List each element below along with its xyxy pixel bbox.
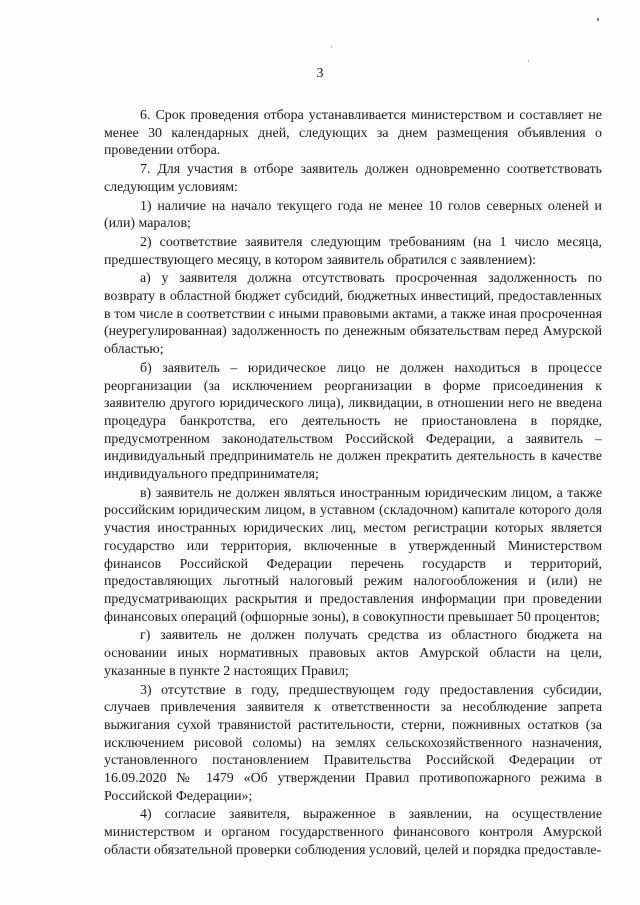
requirement-v: в) заявитель не должен являться иностранным юридическим лицом, а также российским юридическим лицом, в уставном (складочном) капитале которого доля участия иностранных юридических лиц, местом регистрации которых является государство или территория, включенные в утвержденный Министерством финансов Российской Федерации перечень государств и территорий, предоставляющих льготный налоговый режим налогообложения и (или) не предусматривающих раскрытия и предоставления информации при проведении финансовых операций (офшорные зоны), в совокупности превышает 50 процентов; xyxy=(104,485,602,625)
scan-speck xyxy=(597,18,599,21)
paragraph-7: 7. Для участия в отборе заявитель должен одновременно соответствовать следующим условиям: xyxy=(104,162,602,195)
requirement-a: а) у заявителя должна отсутствовать просроченная задолженность по возврату в областной бюджет субсидий, бюджетных инвестиций, предоставленных в том числе в соответствии с иными правовыми актами, а также иная просроченная (неурегулированная) задолженность по денежным обязательствам перед Амурской областью; xyxy=(104,271,602,358)
requirement-g: г) заявитель не должен получать средства из областного бюджета на основании иных нормативных правовых актов Амурской области на цели, указанные в пункте 2 настоящих Правил; xyxy=(104,628,602,679)
scan-speck xyxy=(331,46,332,48)
scan-speck xyxy=(528,60,529,62)
requirement-b: б) заявитель – юридическое лицо не должен находиться в процессе реорганизации (за исключением реорганизации в форме присоединения к заявителю другого юридического лица), ликвидации, в отношении него не введена процедура банкротства, его деятельность не приостановлена в порядке, предусмотренном законодательством Российской Федерации, а заявитель – индивидуальный предприниматель не должен прекратить деятельность в качестве индивидуального предпринимателя; xyxy=(104,360,602,483)
condition-3: 3) отсутствие в году, предшествующем году предоставления субсидии, случаев привлечения заявителя к ответственности за несоблюдение запрета выжигания сухой травянистой растительности, стерни, пожнивных остатков (за исключением рисовой соломы) на землях сельскохозяйственного назначения, установленного постановлением Правительства Российской Федерации от 16.09.2020 № 1479 «Об утверждении Правил противопожарного режима в Российской Федерации»; xyxy=(104,682,602,804)
condition-4: 4) согласие заявителя, выраженное в заявлении, на осуществление министерством и органом государственного финансового контроля Амурской области обязательной проверки соблюдения условий, целей и порядка предоставле- xyxy=(104,807,602,858)
condition-1: 1) наличие на начало текущего года не менее 10 голов северных оленей и (или) маралов; xyxy=(104,198,602,232)
condition-2: 2) соответствие заявителя следующим требованиям (на 1 число месяца, предшествующего месяцу, в котором заявитель обратился с заявлением): xyxy=(104,234,602,268)
page-number: 3 xyxy=(316,66,324,81)
document-body xyxy=(104,107,602,861)
paragraph-6: 6. Срок проведения отбора устанавливается министерством и составляет не менее 30 календарных дней, следующих за днем размещения объявления о проведении отбора. xyxy=(104,108,602,159)
